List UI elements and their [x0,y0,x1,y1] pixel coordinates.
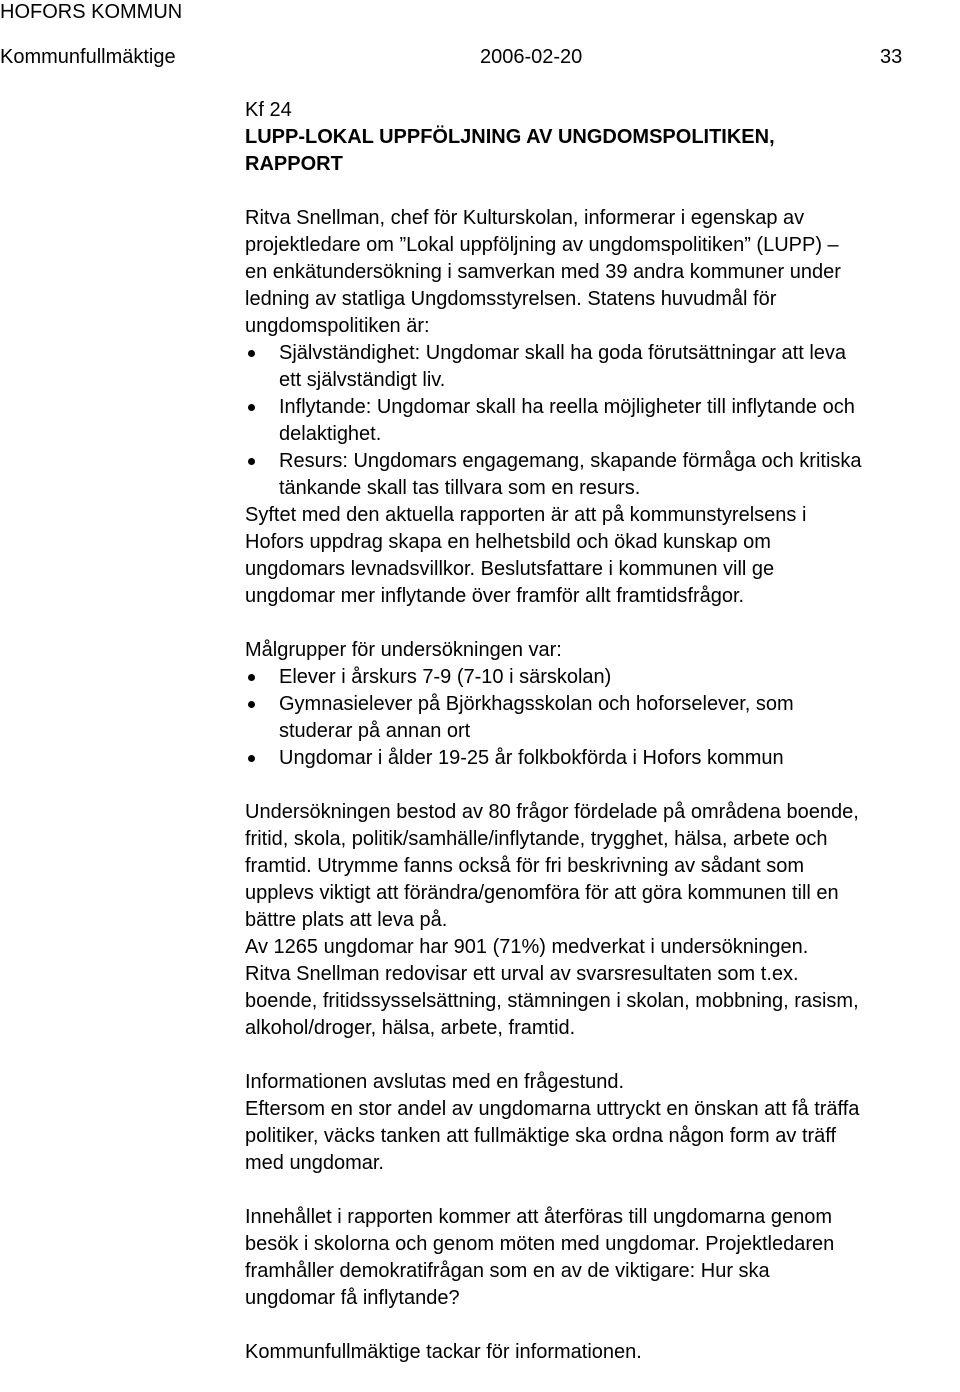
text-line: Innehållet i rapporten kommer att återföras till ungdomarna genom [245,1206,832,1228]
bullet-icon [248,674,255,681]
target-groups-heading: Målgrupper för undersökningen var: [245,639,562,661]
bullet-icon [248,755,255,762]
purpose-paragraph [245,502,960,610]
text-line: tänkande skall tas tillvara som en resurs. [279,477,641,499]
list-item [245,664,960,691]
text-line: en enkätundersökning i samverkan med 39 andra kommuner under [245,261,841,283]
text-line: ungdomars levnadsvillkor. Beslutsfattare i kommunen vill ge [245,558,775,580]
goals-list [245,340,960,502]
text-line: Eftersom en stor andel av ungdomarna uttryckt en önskan att få träffa [245,1098,860,1120]
text-line: Resurs: Ungdomars engagemang, skapande förmåga och kritiska [279,450,862,472]
organization-name: HOFORS KOMMUN [0,1,183,23]
text-line: Syftet med den aktuella rapporten är att på kommunstyrelsens i [245,504,807,526]
list-item [245,394,960,448]
text-line: ett självständigt liv. [279,369,446,391]
spacer [245,1042,960,1069]
text-line: Elever i årskurs 7-9 (7-10 i särskolan) [279,666,612,688]
text-line: ungdomar mer inflytande över framför allt framtidsfrågor. [245,585,745,607]
header-date: 2006-02-20 [480,46,583,68]
list-item [245,448,960,502]
text-line: framhåller demokratifrågan som en av de viktigare: Hur ska [245,1260,770,1282]
text-line: Ritva Snellman redovisar ett urval av svarsresultaten som t.ex. [245,963,799,985]
conclusion-paragraph [245,1069,960,1177]
document-body [245,97,960,1366]
section-id: Kf 24 [245,99,292,121]
header-page-number: 33 [880,46,903,68]
text-line: politiker, väcks tanken att fullmäktige ska ordna någon form av träff [245,1125,837,1147]
followup-paragraph [245,1204,960,1312]
bullet-icon [248,458,255,465]
bullet-icon [248,404,255,411]
spacer [245,1177,960,1204]
text-line: delaktighet. [279,423,382,445]
section-title-line: LUPP-LOKAL UPPFÖLJNING AV UNGDOMSPOLITIKEN, [245,126,775,148]
text-line: Ungdomar i ålder 19-25 år folkbokförda i Hofors kommun [279,747,784,769]
text-line: Ritva Snellman, chef för Kulturskolan, informerar i egenskap av [245,207,805,229]
text-line: boende, fritidssysselsättning, stämningen i skolan, mobbning, rasism, [245,990,859,1012]
list-item [245,340,960,394]
text-line: Självständighet: Ungdomar skall ha goda förutsättningar att leva [279,342,847,364]
list-item [245,745,960,772]
spacer [245,610,960,637]
text-line: med ungdomar. [245,1152,384,1174]
closing-statement: Kommunfullmäktige tackar för informationen. [245,1341,642,1363]
text-line: fritid, skola, politik/samhälle/inflytande, trygghet, hälsa, arbete och [245,828,828,850]
text-line: besök i skolorna och genom möten med ungdomar. Projektledaren [245,1233,835,1255]
text-line: Undersökningen bestod av 80 frågor fördelade på områdena boende, [245,801,859,823]
text-line: ledning av statliga Ungdomsstyrelsen. Statens huvudmål för [245,288,777,310]
section-title [245,124,960,178]
bullet-icon [248,701,255,708]
text-line: ungdomspolitiken är: [245,315,430,337]
text-line: Av 1265 ungdomar har 901 (71%) medverkat i undersökningen. [245,936,809,958]
text-line: studerar på annan ort [279,720,471,742]
text-line: bättre plats att leva på. [245,909,448,931]
text-line: upplevs viktigt att förändra/genomföra för att göra kommunen till en [245,882,839,904]
survey-paragraph [245,799,960,1042]
text-line: Inflytande: Ungdomar skall ha reella möjligheter till inflytande och [279,396,855,418]
text-line: Gymnasielever på Björkhagsskolan och hoforselever, som [279,693,794,715]
text-line: alkohol/droger, hälsa, arbete, framtid. [245,1017,576,1039]
intro-paragraph [245,205,960,340]
text-line: ungdomar få inflytande? [245,1287,460,1309]
spacer [245,772,960,799]
text-line: framtid. Utrymme fanns också för fri beskrivning av sådant som [245,855,805,877]
text-line: Informationen avslutas med en frågestund. [245,1071,625,1093]
text-line: projektledare om ”Lokal uppföljning av ungdomspolitiken” (LUPP) – [245,234,839,256]
bullet-icon [248,350,255,357]
list-item [245,691,960,745]
target-groups-list [245,664,960,772]
header-meeting: Kommunfullmäktige [0,46,176,68]
spacer [245,1312,960,1339]
text-line: Hofors uppdrag skapa en helhetsbild och ökad kunskap om [245,531,771,553]
section-title-line: RAPPORT [245,153,343,175]
